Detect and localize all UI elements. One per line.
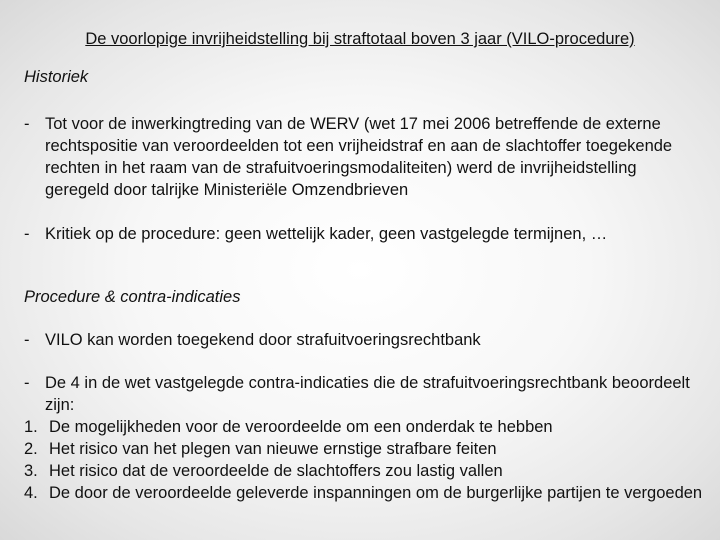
bullet-marker: -: [24, 115, 30, 133]
numbered-item-2: [24, 438, 704, 460]
numbered-text: De mogelijkheden voor de veroordeelde om een onderdak te hebben: [49, 418, 553, 436]
bullet-text: De 4 in de wet vastgelegde contra-indicaties die de strafuitvoeringsrechtbank beoordeelt zijn:: [45, 374, 690, 414]
numbered-text: Het risico van het plegen van nieuwe ernstige strafbare feiten: [49, 440, 497, 458]
bullet-text: VILO kan worden toegekend door strafuitvoeringsrechtbank: [45, 331, 481, 349]
bullet-item-vilo: [24, 329, 704, 351]
numbered-item-1: [24, 416, 704, 438]
number-marker: 4.: [24, 484, 38, 502]
bullet-item-contra-indicaties: [24, 372, 704, 416]
number-marker: 1.: [24, 418, 38, 436]
number-marker: 2.: [24, 440, 38, 458]
slide-title: De voorlopige invrijheidstelling bij straftotaal boven 3 jaar (VILO-procedure): [85, 30, 635, 48]
numbered-text: Het risico dat de veroordeelde de slachtoffers zou lastig vallen: [49, 462, 503, 480]
section-heading-historiek: Historiek: [24, 68, 89, 86]
numbered-item-4: [24, 482, 704, 504]
section-heading-procedure: Procedure & contra-indicaties: [24, 288, 241, 306]
bullet-marker: -: [24, 225, 30, 243]
numbered-item-3: [24, 460, 704, 482]
number-marker: 3.: [24, 462, 38, 480]
bullet-text: Kritiek op de procedure: geen wettelijk kader, geen vastgelegde termijnen, …: [45, 225, 608, 243]
bullet-marker: -: [24, 374, 30, 392]
bullet-text: Tot voor de inwerkingtreding van de WERV (wet 17 mei 2006 betreffende de externe rechtspositie van veroordeelden tot een vrijheidstraf en aan de slachtoffer toegekende rechten in het raam van de strafuitvoeringsmodaliteiten) werd de invrijheidstelling geregeld door talrijke Ministeriële Omzendbrieven: [45, 115, 673, 199]
bullet-marker: -: [24, 331, 30, 349]
numbered-text: De door de veroordeelde geleverde inspanningen om de burgerlijke partijen te vergoeden: [49, 484, 703, 502]
bullet-item-kritiek: [24, 223, 704, 245]
bullet-item-werv: [24, 113, 704, 201]
